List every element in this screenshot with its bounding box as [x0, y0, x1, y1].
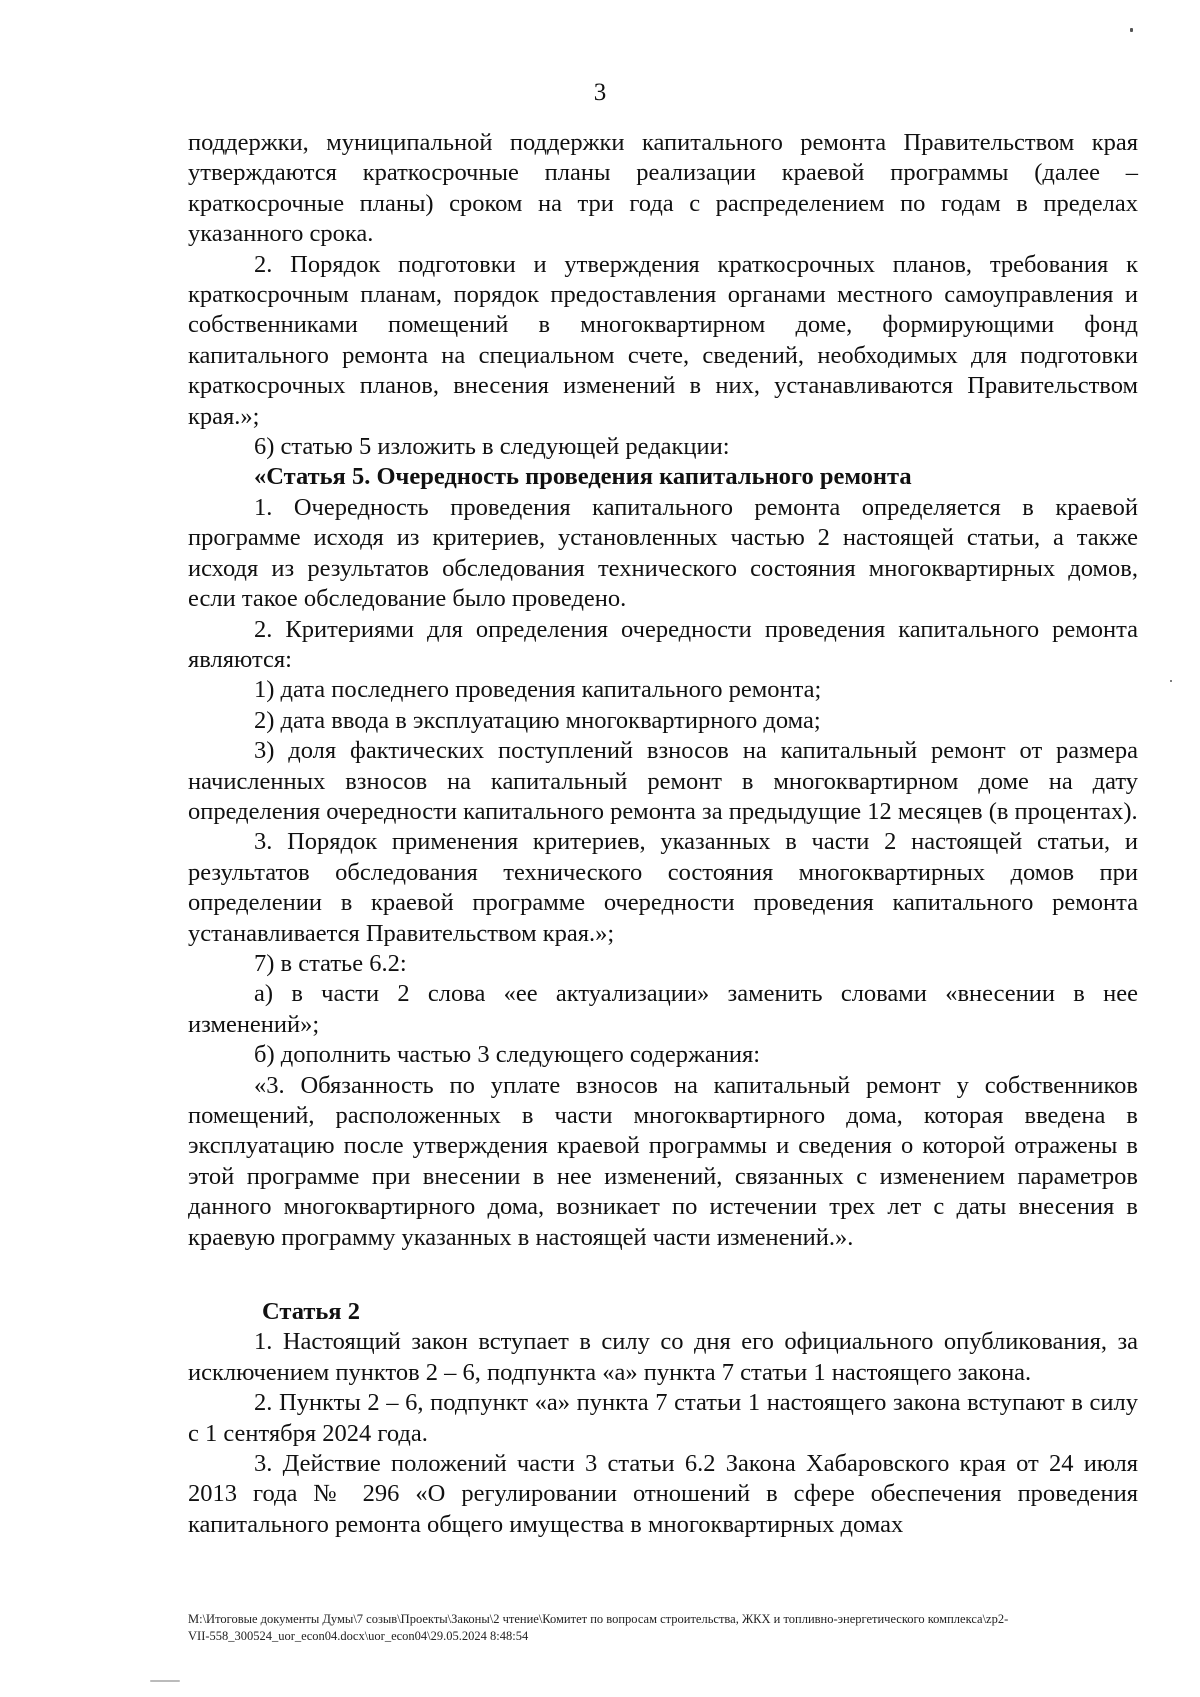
paragraph: 2. Пункты 2 – 6, подпункт «а» пункта 7 статьи 1 настоящего закона вступают в силу с 1 сентября 2024 года.	[188, 1389, 1138, 1447]
list-item: 2) дата ввода в эксплуатацию многоквартирного дома;	[254, 706, 821, 734]
scan-speck	[1170, 680, 1172, 682]
scan-speck	[1130, 28, 1133, 32]
footer-line: M:\Итоговые документы Думы\7 созыв\Проекты\Законы\2 чтение\Комитет по вопросам строительства, ЖКХ и топливно-энергетического комплекса\zp2-	[188, 1612, 1009, 1626]
paragraph: 6) статью 5 изложить в следующей редакции:	[254, 433, 730, 461]
paragraph: б) дополнить частью 3 следующего содержания:	[254, 1041, 761, 1069]
paragraph: а) в части 2 слова «ее актуализации» заменить словами «внесении в нее изменений»;	[188, 980, 1138, 1038]
list-item: 3) доля фактических поступлений взносов на капитальный ремонт от размера начисленных взносов на капитальный ремонт в многоквартирном доме на дату определения очередности капитального ремонта за предыдущие 12 месяцев (в процентах).	[188, 737, 1138, 825]
article-2-heading: Статья 2	[262, 1298, 360, 1326]
paragraph: поддержки, муниципальной поддержки капитального ремонта Правительством края утверждаются краткосрочные планы реализации краевой программы (далее – краткосрочные планы) сроком на три года с распределением по годам в пределах указанного срока.	[188, 129, 1138, 248]
list-item: 1) дата последнего проведения капитального ремонта;	[254, 676, 822, 704]
page-number: 3	[593, 79, 607, 106]
paragraph: 2. Критериями для определения очередности проведения капитального ремонта являются:	[188, 615, 1138, 673]
paragraph: 1. Настоящий закон вступает в силу со дня его официального опубликования, за исключением пунктов 2 – 6, подпункта «а» пункта 7 статьи 1 настоящего закона.	[188, 1328, 1138, 1386]
paragraph: 3. Порядок применения критериев, указанных в части 2 настоящей статьи, и результатов обследования технического состояния многоквартирных домов при определении в краевой программе очередности проведения капитального ремонта устанавливается Правительством края.»;	[188, 828, 1138, 947]
file-path-footer	[188, 1611, 1148, 1645]
article-heading: «Статья 5. Очередность проведения капитального ремонта	[254, 463, 912, 491]
paragraph: 7) в статье 6.2:	[254, 949, 407, 977]
paragraph: «3. Обязанность по уплате взносов на капитальный ремонт у собственников помещений, расположенных в части многоквартирного дома, которая введена в эксплуатацию после утверждения краевой программы и сведения о которой отражены в этой программе при внесении в нее изменений, связанных с изменением параметров данного многоквартирного дома, возникает по истечении трех лет с даты внесения в краевую программу указанных в настоящей части изменений.».	[188, 1071, 1138, 1251]
document-body	[188, 128, 1138, 1540]
footer-line: VII-558_300524_uor_econ04.docx\uor_econ04\29.05.2024 8:48:54	[188, 1629, 529, 1643]
paragraph: 2. Порядок подготовки и утверждения краткосрочных планов, требования к краткосрочным планам, порядок предоставления органами местного самоуправления и собственниками помещений в многоквартирном доме, формирующими фонд капитального ремонта на специальном счете, сведений, необходимых для подготовки краткосрочных планов, внесения изменений в них, устанавливаются Правительством края.»;	[188, 250, 1138, 430]
paragraph: 1. Очередность проведения капитального ремонта определяется в краевой программе исходя из критериев, установленных частью 2 настоящей статьи, а также исходя из результатов обследования технического состояния многоквартирных домов, если такое обследование было проведено.	[188, 493, 1138, 613]
spacer	[188, 1253, 1138, 1297]
scan-speck	[150, 1680, 180, 1682]
paragraph: 3. Действие положений части 3 статьи 6.2 Закона Хабаровского края от 24 июля 2013 года № 296 «О регулировании отношений в сфере обеспечения проведения капитального ремонта общего имущества в многоквартирных домах	[188, 1450, 1138, 1538]
